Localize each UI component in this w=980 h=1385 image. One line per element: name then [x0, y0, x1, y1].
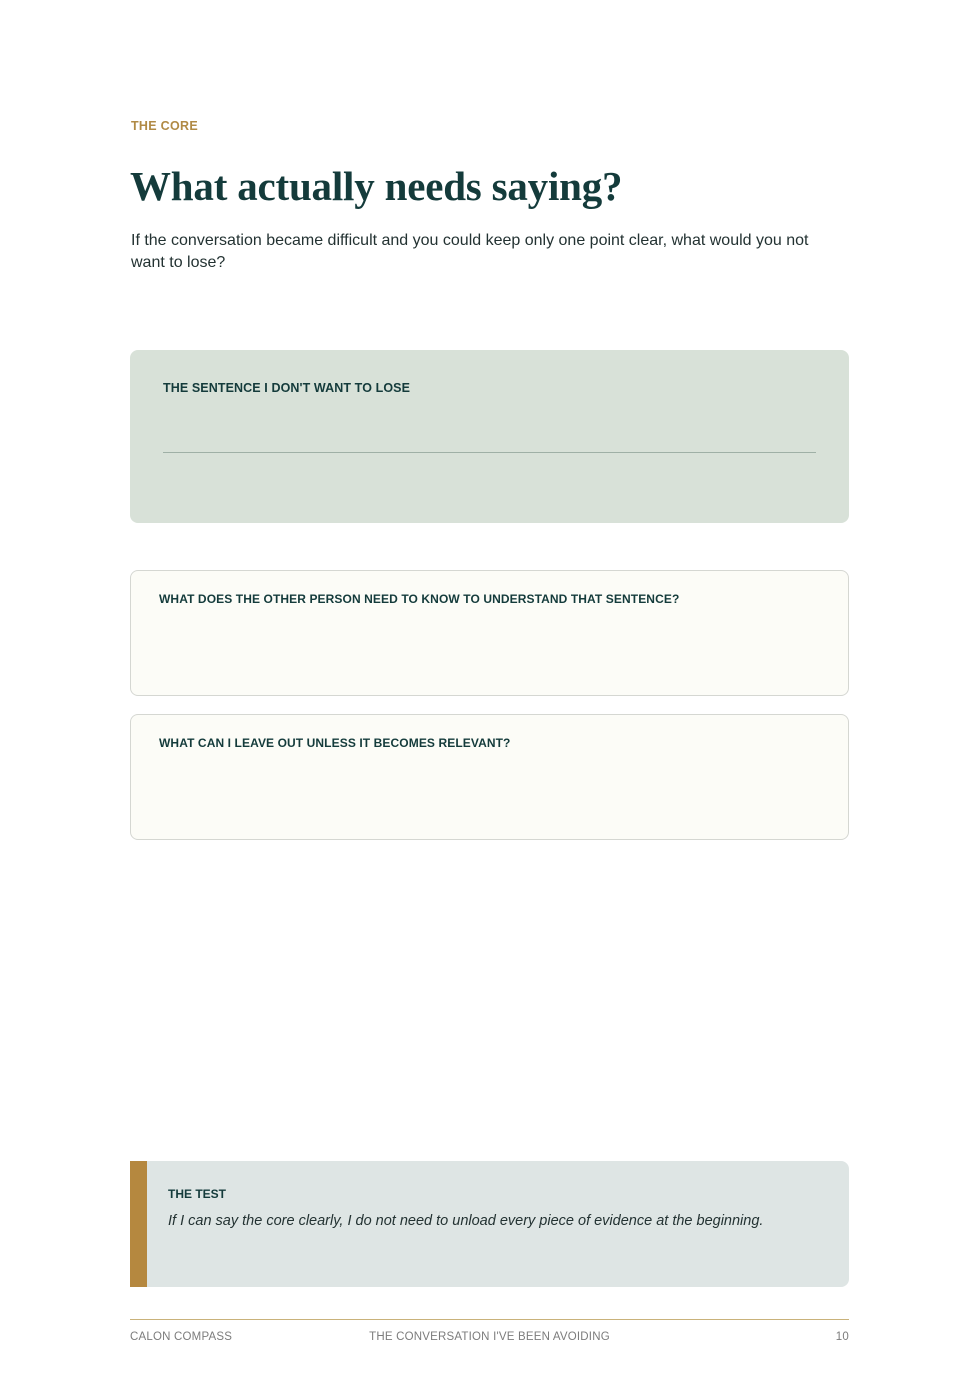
footer-page-number: 10 [835, 1331, 849, 1343]
core-sentence-label: THE SENTENCE I DON'T WANT TO LOSE [163, 381, 411, 395]
footer-brand: CALON COMPASS [130, 1331, 233, 1343]
test-callout [130, 1161, 849, 1287]
question-box-leave-out[interactable] [130, 714, 849, 840]
test-text: If I can say the core clearly, I do not need to unload every piece of evidence at the beginning. [168, 1213, 764, 1229]
test-label: THE TEST [168, 1187, 227, 1201]
page-title: What actually needs saying? [130, 163, 623, 209]
core-sentence-box [130, 350, 849, 523]
question-label-context: WHAT DOES THE OTHER PERSON NEED TO KNOW TO UNDERSTAND THAT SENTENCE? [159, 592, 680, 606]
core-sentence-writing-line[interactable] [163, 452, 816, 453]
test-accent-bar [130, 1161, 147, 1287]
section-eyebrow: THE CORE [131, 119, 198, 133]
question-box-context[interactable] [130, 570, 849, 696]
intro-text: If the conversation became difficult and you could keep only one point clear, what would you not want to lose? [131, 232, 809, 271]
footer-divider [130, 1319, 849, 1320]
question-label-leave-out: WHAT CAN I LEAVE OUT UNLESS IT BECOMES RELEVANT? [159, 736, 511, 750]
footer-document-title: THE CONVERSATION I'VE BEEN AVOIDING [369, 1331, 610, 1343]
